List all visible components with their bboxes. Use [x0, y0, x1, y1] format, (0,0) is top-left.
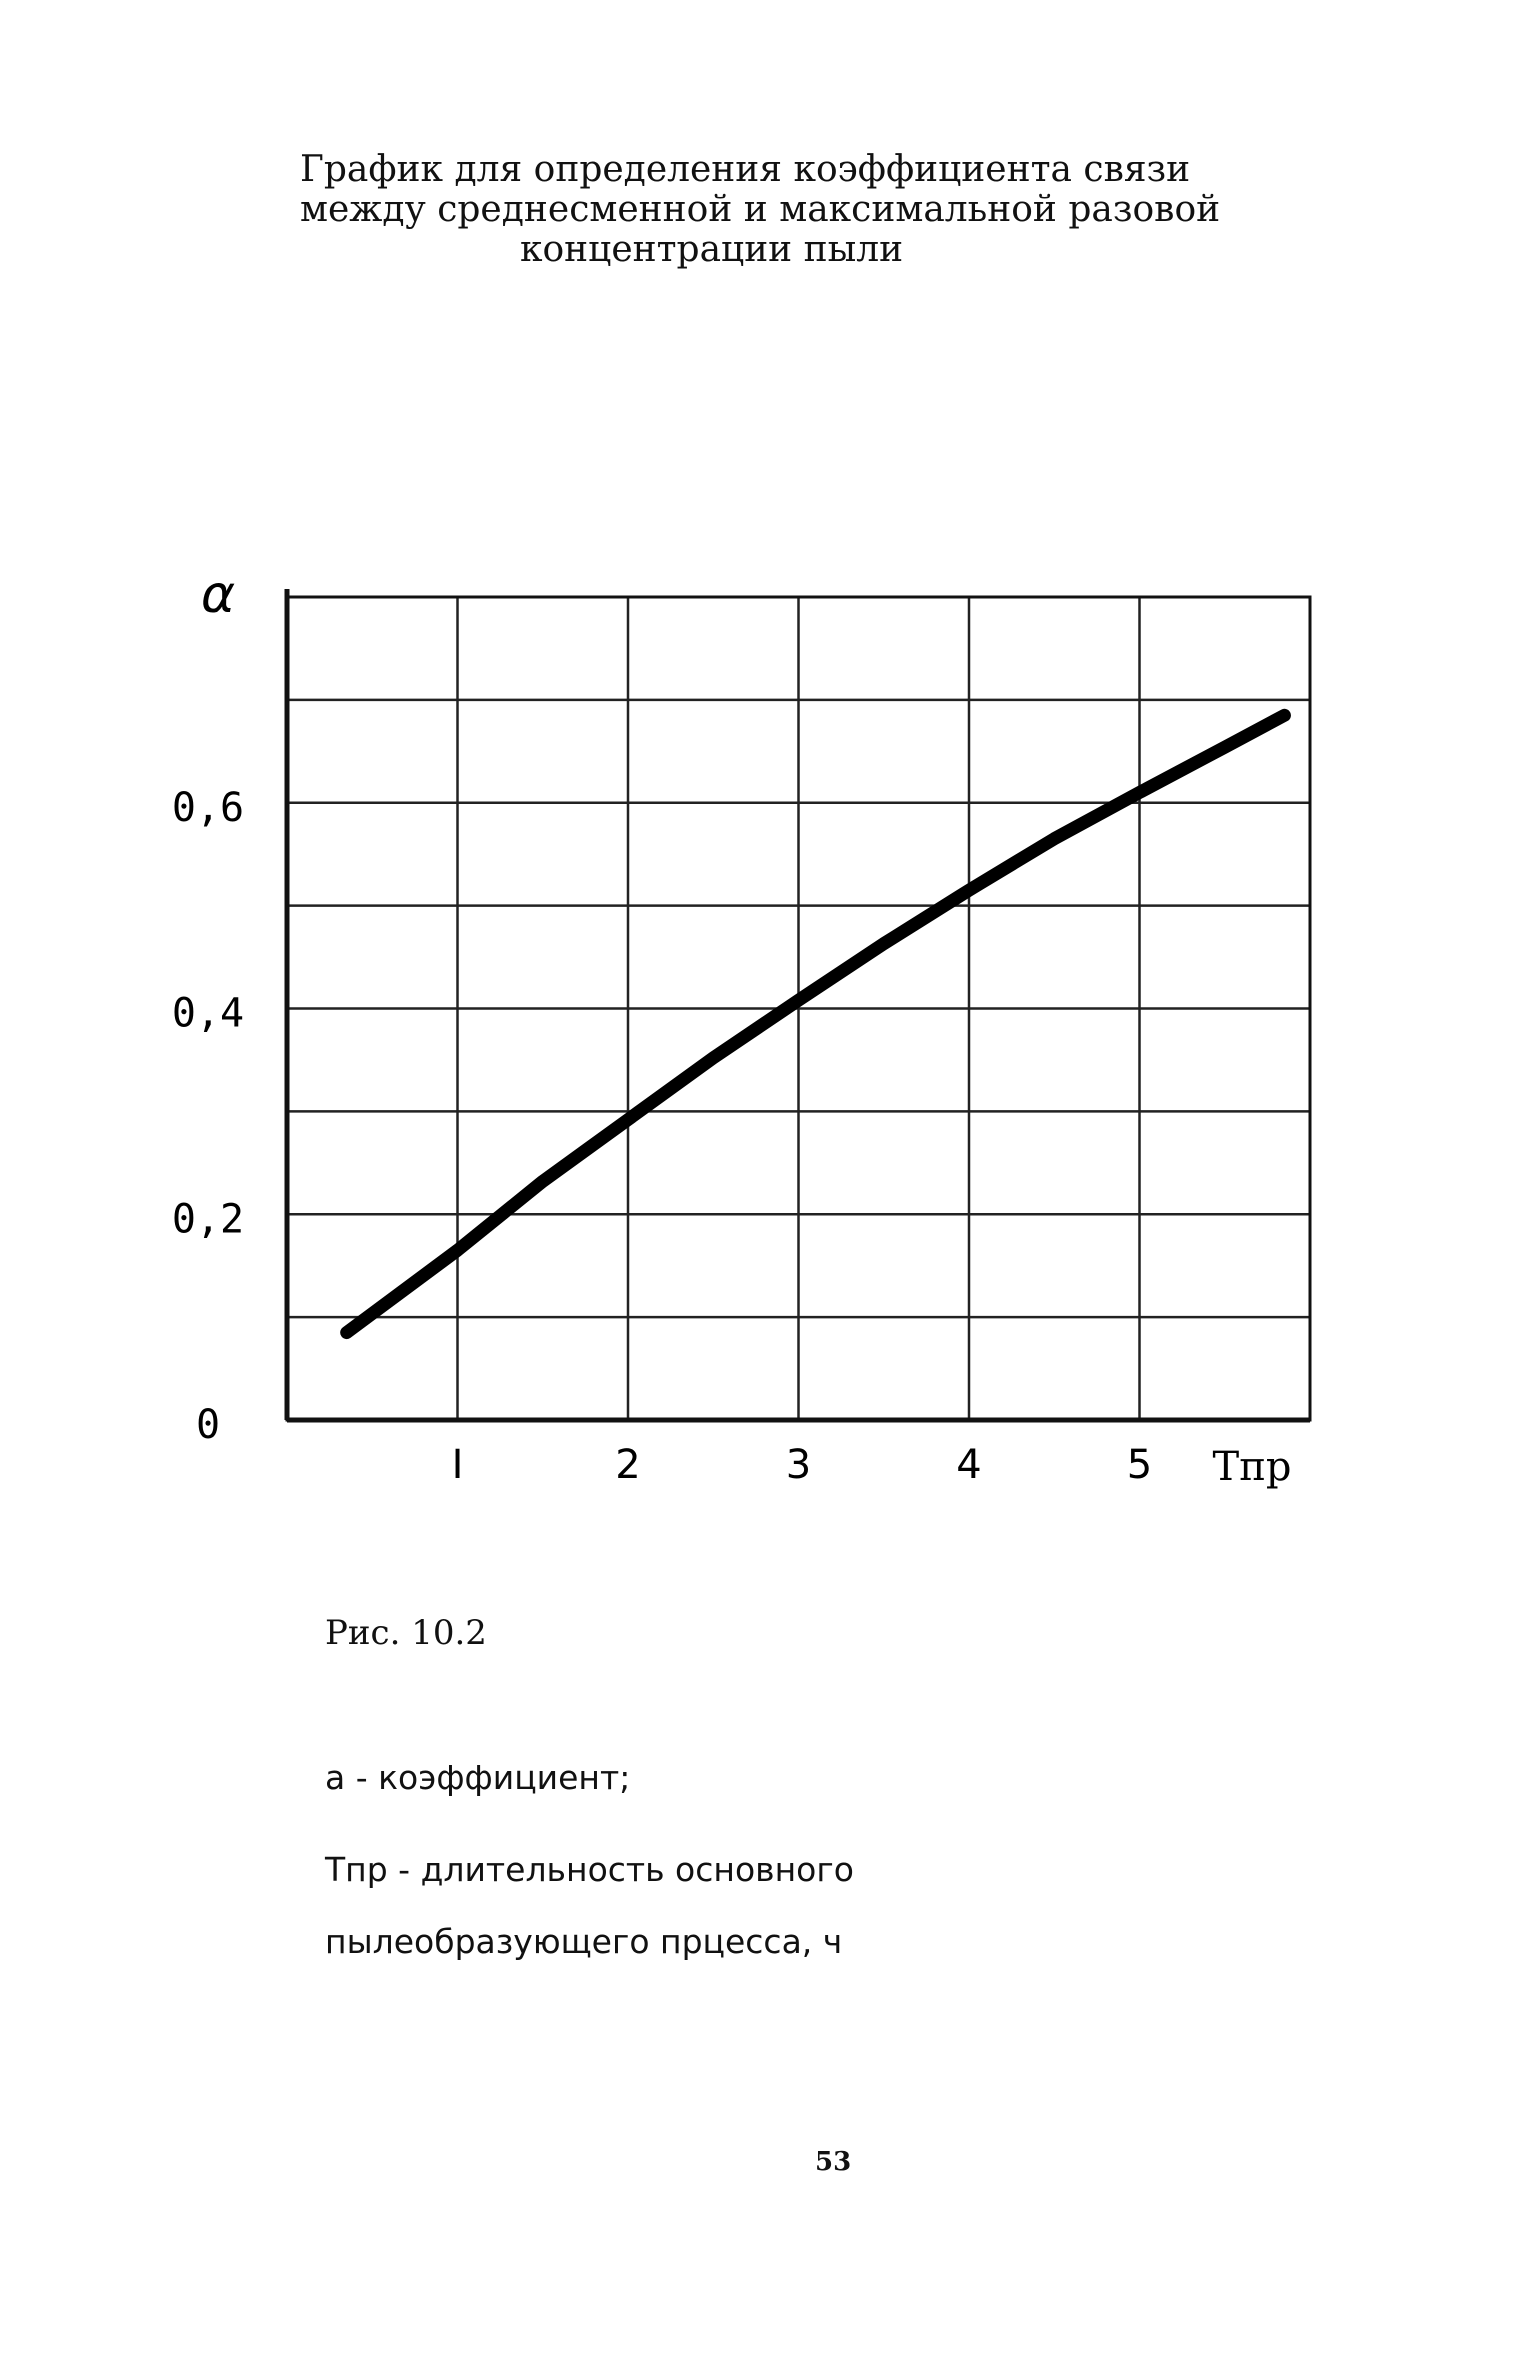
legend-line-1: а - коэффициент; — [325, 1758, 631, 1797]
series-layer — [347, 715, 1285, 1332]
grid — [287, 597, 1310, 1420]
page-number: 53 — [815, 2147, 852, 2177]
x-tick-label: I — [451, 1442, 464, 1488]
y-tick-label: 0 — [195, 1402, 221, 1448]
series-line — [347, 715, 1285, 1332]
chart-title-line-3: концентрации пыли — [520, 229, 904, 270]
chart-title-line-1: График для определения коэффициента связи — [300, 149, 1191, 190]
x-tick-label: 2 — [615, 1442, 641, 1488]
chart-title-line-2: между среднесменной и максимальной разовой — [300, 189, 1221, 230]
x-tick-label: 3 — [785, 1442, 812, 1488]
legend-line-2: Тпр - длительность основного — [325, 1850, 854, 1889]
x-tick-label: 5 — [1126, 1442, 1153, 1488]
y-axis-label: α — [200, 565, 236, 625]
x-tick-label: 4 — [956, 1442, 982, 1488]
figure-caption: Рис. 10.2 — [325, 1613, 487, 1653]
legend-line-3: пылеобразующего прцесса, ч — [325, 1922, 843, 1961]
y-tick-label: 0,4 — [171, 990, 245, 1037]
x-axis-label: Тпр — [1212, 1444, 1292, 1490]
y-tick-label: 0,2 — [171, 1196, 245, 1243]
y-tick-label: 0,6 — [171, 784, 245, 831]
